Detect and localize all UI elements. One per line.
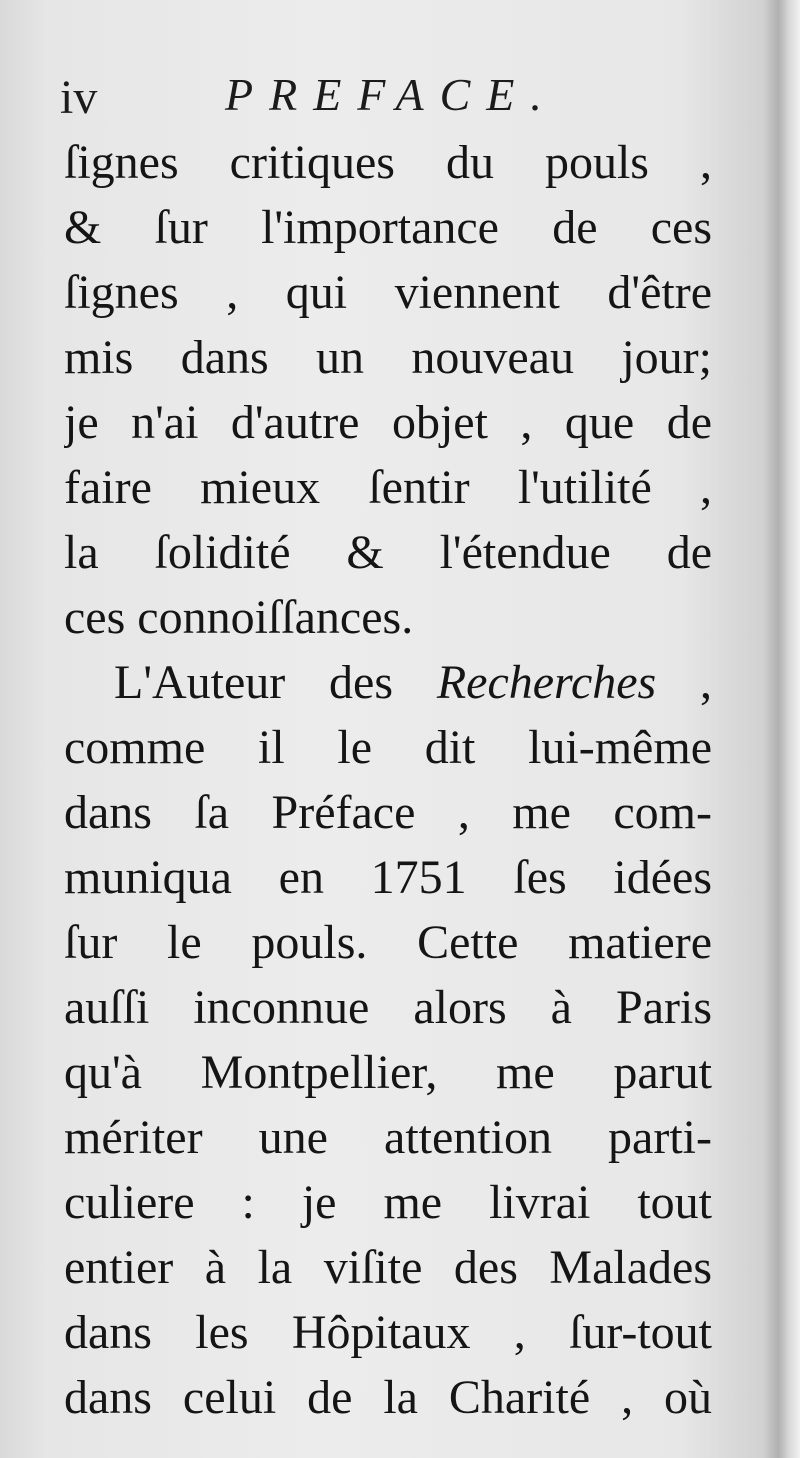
text-line: mériter une attention parti- xyxy=(64,1111,712,1164)
text-line: entier à la viſite des Malades xyxy=(64,1241,712,1294)
text-line: ces connoiſſances. xyxy=(64,591,414,644)
body-text xyxy=(64,130,712,1430)
text-line: ſur le pouls. Cette matiere xyxy=(64,916,712,969)
text-line: la ſolidité & l'étendue de xyxy=(64,526,712,579)
page-number: iv xyxy=(60,71,98,124)
page-gutter-shadow xyxy=(764,0,800,1458)
text-line: dans ſa Préface , me com- xyxy=(64,786,712,839)
text-line: comme il le dit lui-même xyxy=(64,721,712,774)
text-segment: L'Auteur des xyxy=(114,656,394,709)
text-line: ſignes , qui viennent d'être xyxy=(64,266,712,319)
italic-title: Recherches xyxy=(436,656,657,709)
text-line: faire mieux ſentir l'utilité , xyxy=(64,461,712,514)
text-line: & ſur l'importance de ces xyxy=(64,201,712,254)
running-head xyxy=(60,62,700,122)
running-title: PREFACE. xyxy=(225,69,558,120)
text-line: je n'ai d'autre objet , que de xyxy=(64,396,712,449)
text-line: culiere : je me livrai tout xyxy=(64,1176,712,1229)
text-line: ſignes critiques du pouls , xyxy=(64,136,712,189)
paragraph-start-line xyxy=(64,650,712,715)
text-segment: , xyxy=(656,656,712,709)
text-line: muniqua en 1751 ſes idées xyxy=(64,851,712,904)
text-line: dans les Hôpitaux , ſur-tout xyxy=(64,1306,712,1359)
text-line: dans celui de la Charité , où xyxy=(64,1371,712,1424)
text-line: mis dans un nouveau jour; xyxy=(64,331,712,384)
text-line: qu'à Montpellier, me parut xyxy=(64,1046,712,1099)
text-line: auſſi inconnue alors à Paris xyxy=(64,981,712,1034)
